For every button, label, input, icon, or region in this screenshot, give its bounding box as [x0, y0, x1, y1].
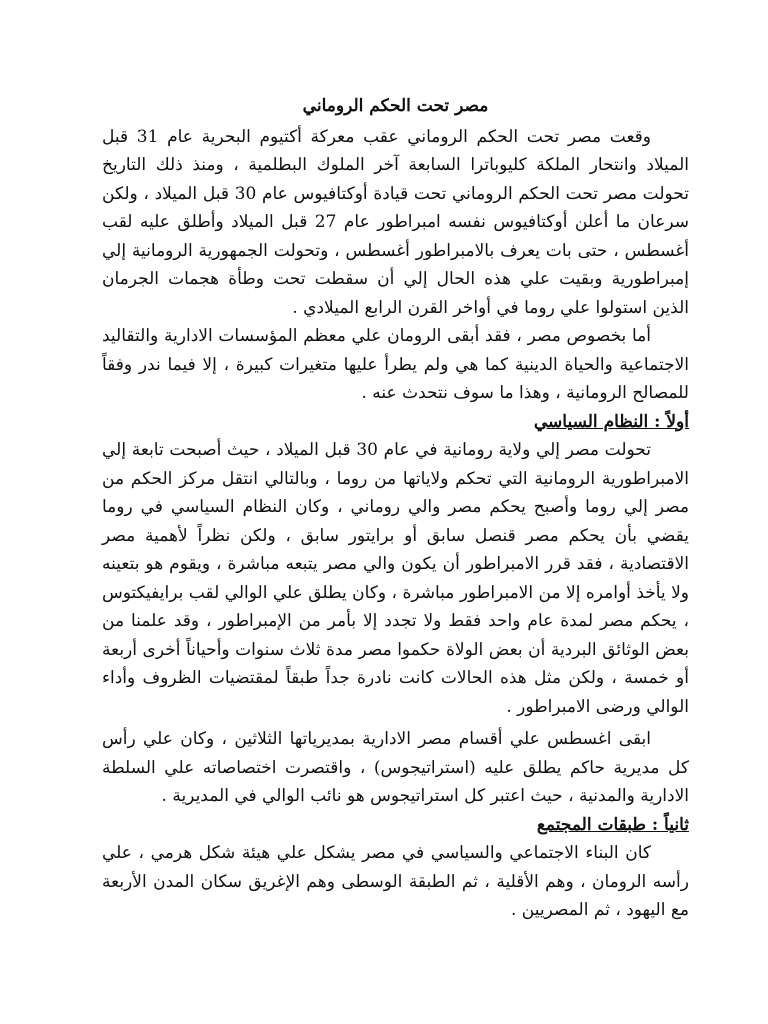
political-system-paragraph-1: تحولت مصر إلي ولاية رومانية في عام 30 قبل الميلاد ، حيث أصبحت تابعة إلي الامبراطورية الرومانية التي تحكم ولاياتها من روما ، وبالتالي انتقل مركز الحكم من مصر إلي روما وأصبح يحكم مصر والي روماني ، وكان النظام السياسي في روما يقضي بأن يحكم مصر قنصل سابق أو برايتور سابق ، ولكن نظراً لأهمية مصر الاقتصادية ، فقد قرر الامبراطور أن يكون والي مصر يتبعه مباشرة ، ويقوم هو بتعينه ولا يأخذ أوامره إلا من الامبراطور مباشرة ، وكان يطلق علي الوالي لقب برايفيكتوس ، يحكم مصر لمدة عام واحد فقط ولا تجدد إلا بأمر من الإمبراطور ، وقد علمنا من بعض الوثائق البردية أن بعض الولاة حكموا مصر مدة ثلاث سنوات وأحياناً أخرى أربعة أو خمسة ، ولكن مثل هذه الحالات كانت نادرة جداً طبقاً لمقتضيات الظروف وأداء الوالي ورضى الامبراطور . — [102, 440, 689, 717]
document-page — [102, 92, 689, 925]
section-heading-social-classes: ثانياً : طبقات المجتمع — [536, 814, 689, 835]
section-heading-political-system: أولاً : النظام السياسي — [533, 411, 689, 432]
political-system-paragraph-2: ابقى اغسطس علي أقسام مصر الادارية بمديرياتها الثلاثين ، وكان علي رأس كل مديرية حاكم يطلق عليه (استراتيجوس) ، واقتصرت اختصاصاته علي السلطة الادارية والمدنية ، حيث اعتبر كل استراتيجوس هو نائب الوالي في المديرية . — [102, 729, 689, 806]
intro-paragraph-2: أما بخصوص مصر ، فقد أبقى الرومان علي معظم المؤسسات الادارية والتقاليد الاجتماعية والحياة الدينية كما هي ولم يطرأ عليها متغيرات كبيرة ، إلا فيما ندر وفقاً للمصالح الرومانية ، وهذا ما سوف نتحدث عنه . — [102, 326, 689, 403]
intro-paragraph-1: وقعت مصر تحت الحكم الروماني عقب معركة أكتيوم البحرية عام 31 قبل الميلاد وانتحار الملكة كليوباترا السابعة آخر الملوك البطلمية ، ومنذ ذلك التاريخ تحولت مصر تحت الحكم الروماني تحت قيادة أوكتافيوس عام 30 قبل الميلاد ، ولكن سرعان ما أعلن أوكتافيوس نفسه امبراطور عام 27 قبل الميلاد وأطلق عليه لقب أغسطس ، حتى بات يعرف بالامبراطور أغسطس ، وتحولت الجمهورية الرومانية إلي إمبراطورية وبقيت علي هذه الحال إلي أن سقطت تحت وطأة هجمات الجرمان الذين استولوا علي روما في أواخر القرن الرابع الميلادي . — [102, 126, 689, 318]
document-title: مصر تحت الحكم الروماني — [302, 96, 489, 116]
social-classes-paragraph-1: كان البناء الاجتماعي والسياسي في مصر يشكل علي هيئة شكل هرمي ، علي رأسه الرومان ، وهم الأقلية ، ثم الطبقة الوسطى وهم الإغريق سكان المدن الأربعة مع اليهود ، ثم المصريين . — [102, 843, 689, 920]
